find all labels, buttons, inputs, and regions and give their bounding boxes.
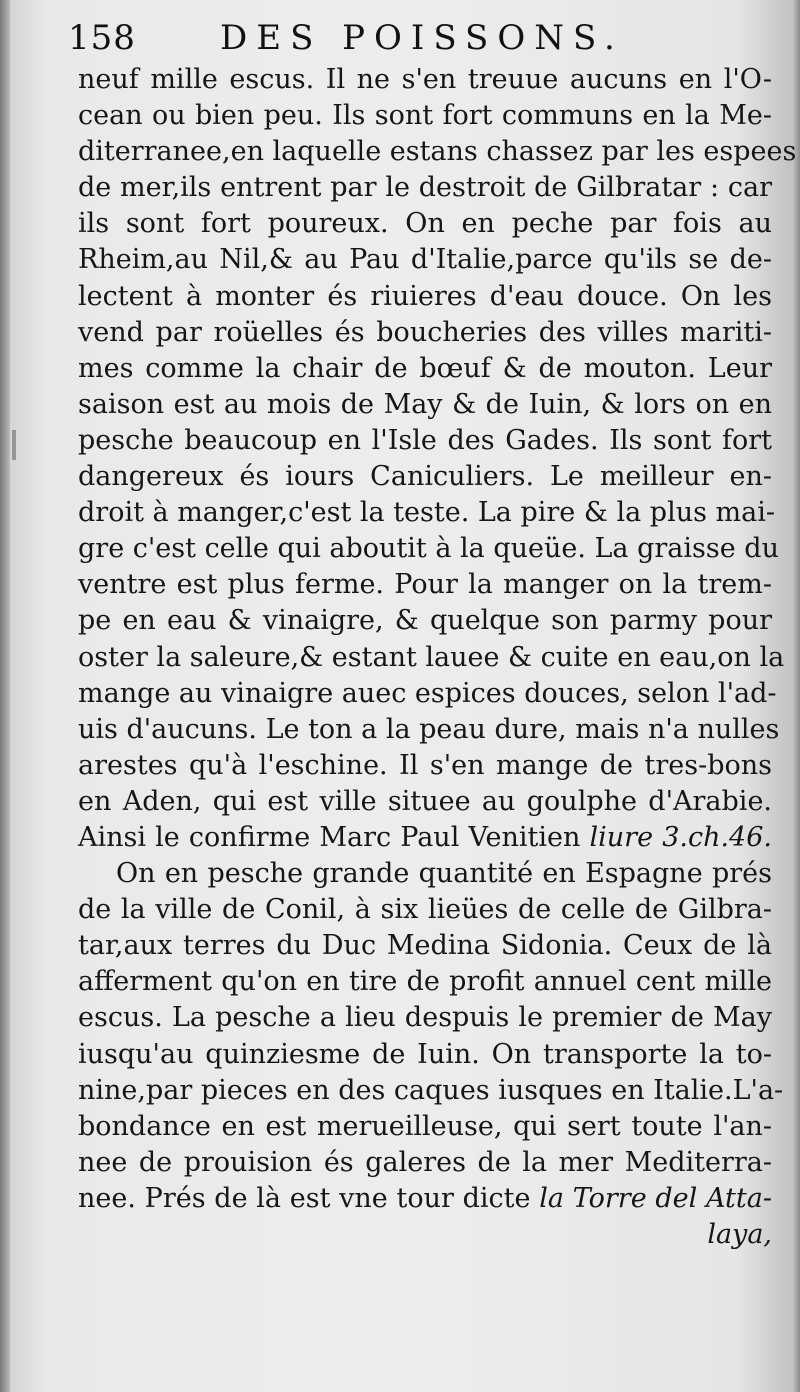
text-line: gre c'est celle qui aboutit à la queüe. La graisse du bbox=[78, 533, 779, 565]
text-line: mange au vinaigre auec espices douces, selon l'ad- bbox=[78, 677, 777, 709]
place-name: la Torre del Atta- bbox=[539, 1182, 772, 1214]
citation: liure 3.ch.46. bbox=[589, 821, 773, 853]
text-line: pe en eau & vinaigre, & quelque son parmy pour bbox=[78, 605, 772, 637]
text-line: diterranee,en laquelle estans chassez par les espees bbox=[78, 136, 797, 168]
text-line: de la ville de Conil, à six lieües de celle de Gilbra- bbox=[78, 894, 772, 926]
text-line: neuf mille escus. Il ne s'en treuue aucuns en l'O- bbox=[78, 64, 772, 95]
paragraph bbox=[78, 62, 797, 856]
text-line: ventre est plus ferme. Pour la manger on la trem- bbox=[78, 569, 772, 601]
text-line: mes comme la chair de bœuf & de mouton. Leur bbox=[78, 352, 772, 384]
text-line: oster la saleure,& estant lauee & cuite en eau,on la bbox=[78, 641, 785, 673]
text-line: ils sont fort poureux. On en peche par fois au bbox=[78, 208, 772, 240]
text-line: iusqu'au quinziesme de Iuin. On transporte la to- bbox=[78, 1038, 772, 1070]
page-edge bbox=[792, 0, 800, 1392]
text-line: cean ou bien peu. Ils sont fort communs en la Me- bbox=[78, 100, 772, 132]
catchword: laya, bbox=[707, 1219, 772, 1250]
text-line: arestes qu'à l'eschine. Il s'en mange de tres-bons bbox=[78, 749, 772, 781]
text-line: dangereux és iours Caniculiers. Le meilleur en- bbox=[78, 461, 772, 493]
text-line: pesche beaucoup en l'Isle des Gades. Ils sont fort bbox=[78, 424, 772, 456]
body-text bbox=[78, 62, 797, 1253]
text-line: bondance en est merueilleuse, qui sert toute l'an- bbox=[78, 1110, 772, 1142]
text-line: Ainsi le confirme Marc Paul Venitien liure 3.ch.46. bbox=[78, 821, 773, 853]
text-line: vend par roüelles és boucheries des villes mariti- bbox=[78, 316, 772, 348]
paragraph bbox=[78, 856, 784, 1253]
text-line: nee. Prés de là est vne tour dicte la Torre del Atta- bbox=[78, 1182, 772, 1214]
page-gutter-shadow bbox=[0, 0, 10, 1392]
text-line: tar,aux terres du Duc Medina Sidonia. Ceux de là bbox=[78, 930, 772, 962]
text-line: uis d'aucuns. Le ton a la peau dure, mais n'a nulles bbox=[78, 713, 780, 745]
text-line: en Aden, qui est ville situee au goulphe d'Arabie. bbox=[78, 785, 772, 817]
text-line: nine,par pieces en des caques iusques en Italie.L'a- bbox=[78, 1074, 784, 1106]
page-header bbox=[68, 14, 768, 62]
text-line: afferment qu'on en tire de profit annuel cent mille bbox=[78, 966, 772, 998]
page-number: 158 bbox=[68, 18, 136, 58]
text-line: nee de prouision és galeres de la mer Mediterra- bbox=[78, 1146, 772, 1178]
text-line: On en pesche grande quantité en Espagne prés bbox=[116, 858, 772, 890]
text-line: de mer,ils entrent par le destroit de Gilbratar : car bbox=[78, 172, 772, 204]
text-line: saison est au mois de May & de Iuin, & lors on en bbox=[78, 388, 772, 420]
running-head: DES POISSONS. bbox=[220, 18, 624, 58]
text-line: lectent à monter és riuieres d'eau douce. On les bbox=[78, 280, 772, 312]
text-line: Rheim,au Nil,& au Pau d'Italie,parce qu'ils se de- bbox=[78, 244, 772, 276]
text-line: escus. La pesche a lieu despuis le premier de May bbox=[78, 1002, 772, 1034]
ink-mark bbox=[12, 430, 16, 460]
text-line: droit à manger,c'est la teste. La pire & la plus mai- bbox=[78, 497, 776, 529]
